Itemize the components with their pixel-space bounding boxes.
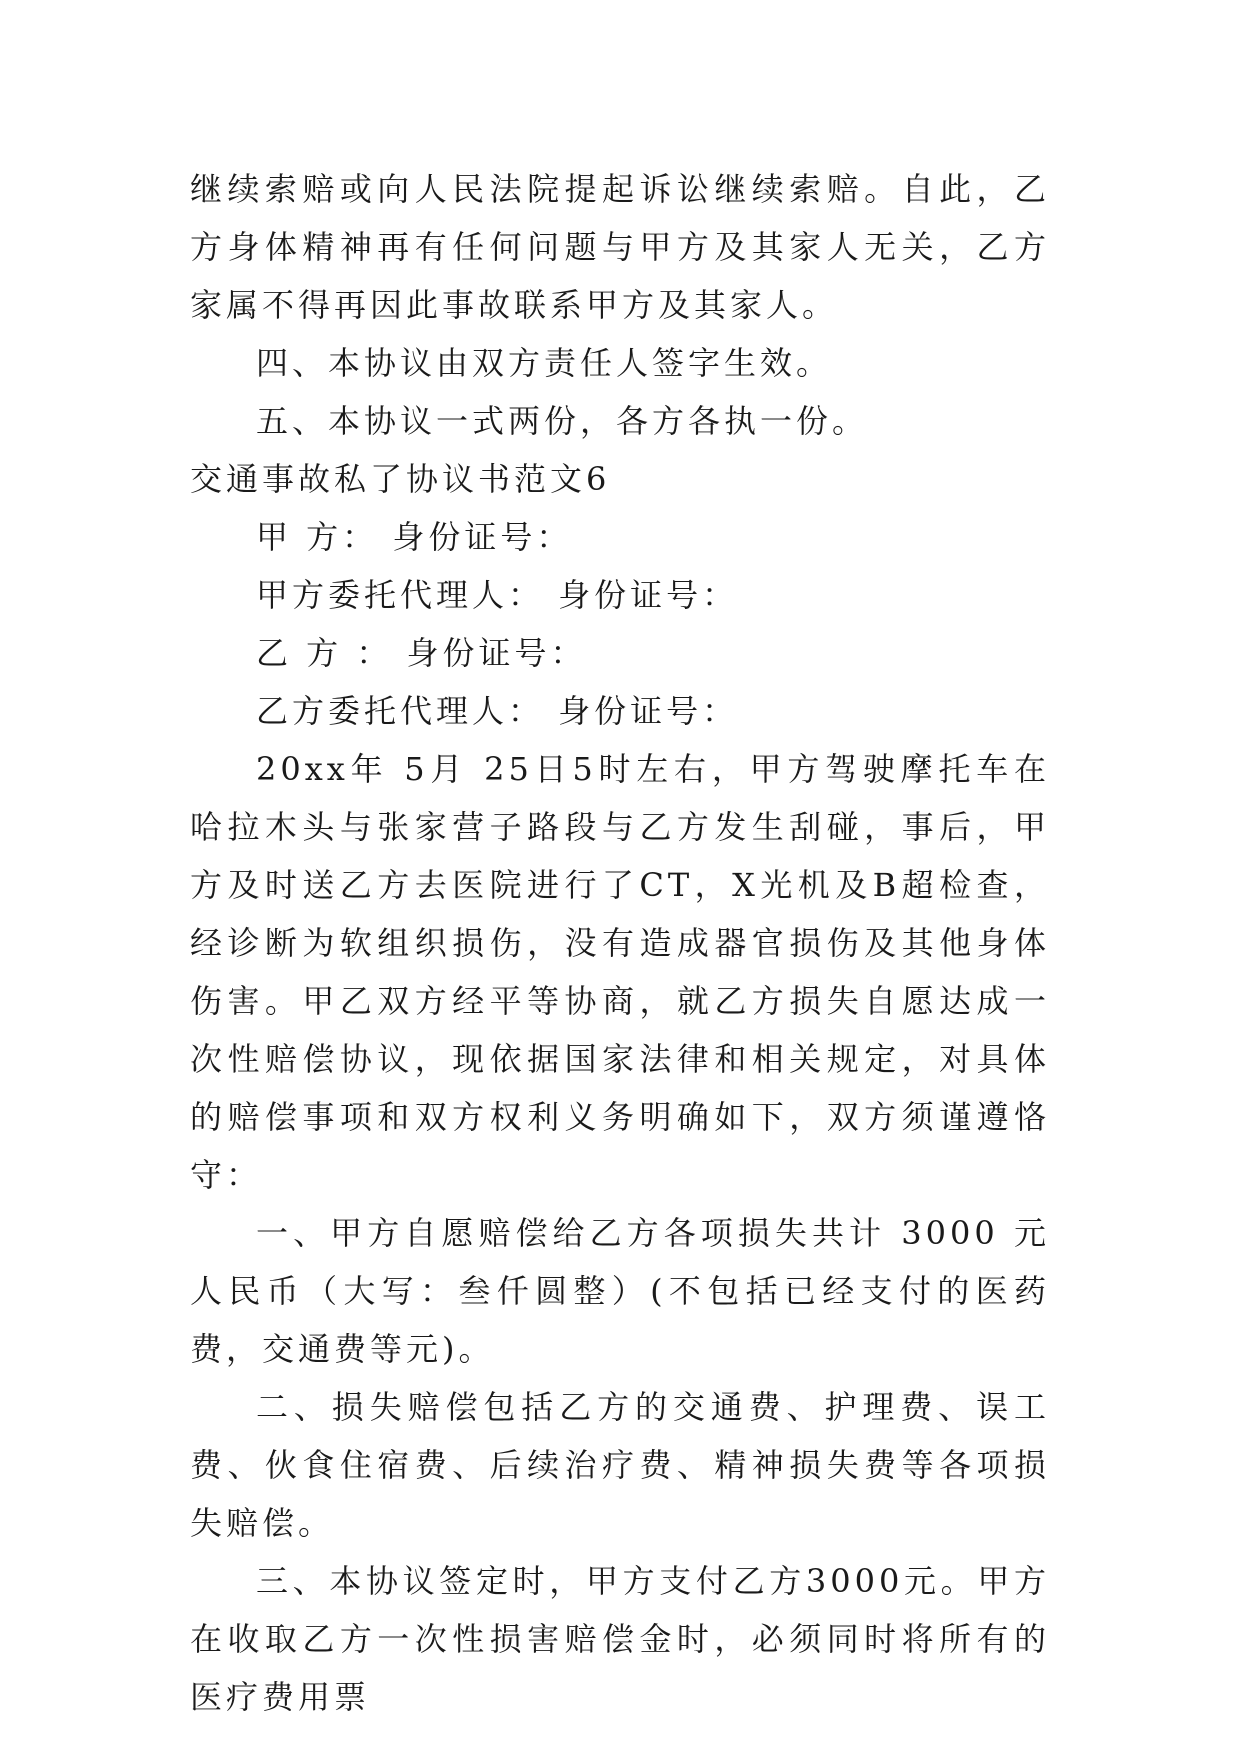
clause-four: 四、本协议由双方责任人签字生效。 xyxy=(256,344,833,382)
incident-description: 20xx年 5月 25日5时左右，甲方驾驶摩托车在哈拉木头与张家营子路段与乙方发生刮碰，事后，甲方及时送乙方去医院进行了CT，X光机及B超检查，经诊断为软组织损伤，没有造成器官损伤及其他身体伤害。甲乙双方经平等协商，就乙方损失自愿达成一次性赔偿协议，现依据国家法律和相关规定，对具体的赔偿事项和双方权利义务明确如下，双方须谨遵恪守： xyxy=(190,750,1050,1194)
party-a-agent-line: 甲方委托代理人： 身份证号： xyxy=(256,576,739,614)
section-title: 交通事故私了协议书范文6 xyxy=(190,460,611,498)
document-body xyxy=(190,160,1050,1726)
clause-two: 二、损失赔偿包括乙方的交通费、护理费、误工费、伙食住宿费、后续治疗费、精神损失费等各项损失赔偿。 xyxy=(190,1388,1050,1542)
party-a-line: 甲 方： 身份证号： xyxy=(256,518,573,556)
clause-five: 五、本协议一式两份，各方各执一份。 xyxy=(256,402,869,440)
paragraph-continuation: 继续索赔或向人民法院提起诉讼继续索赔。自此，乙方身体精神再有任何问题与甲方及其家人无关，乙方家属不得再因此事故联系甲方及其家人。 xyxy=(190,170,1050,324)
party-b-agent-line: 乙方委托代理人： 身份证号： xyxy=(256,692,739,730)
clause-one: 一、甲方自愿赔偿给乙方各项损失共计 3000 元人民币（大写：叁仟圆整）(不包括已经支付的医药费，交通费等元)。 xyxy=(190,1214,1050,1368)
clause-three: 三、本协议签定时，甲方支付乙方3000元。甲方在收取乙方一次性损害赔偿金时，必须同时将所有的医疗费用票 xyxy=(190,1562,1050,1716)
party-b-line: 乙 方 ： 身份证号： xyxy=(256,634,587,672)
